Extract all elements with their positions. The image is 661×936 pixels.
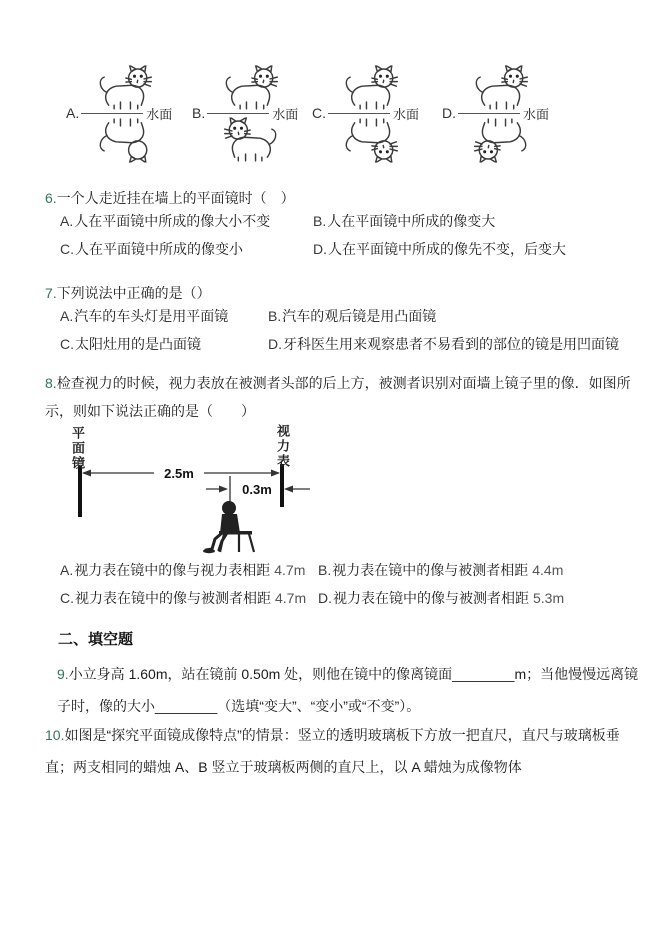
option-text: 人在平面镜中所成的像变大 bbox=[327, 213, 496, 229]
answer-figure-d bbox=[442, 62, 566, 166]
question-number: 7. bbox=[45, 285, 57, 301]
cat-reflection-icon bbox=[472, 114, 530, 166]
option-text: 人在平面镜中所成的像大小不变 bbox=[74, 213, 271, 229]
option-letter: C. bbox=[312, 105, 326, 121]
option-value: 5.3m bbox=[533, 590, 565, 606]
option-letter: D. bbox=[268, 336, 282, 352]
q7-option-a bbox=[60, 307, 268, 325]
water-surface bbox=[312, 105, 436, 121]
option-text: 视力表在镜中的像与被测者相距 bbox=[75, 590, 271, 606]
question-6-options bbox=[60, 212, 566, 258]
option-letter: C. bbox=[60, 590, 74, 606]
q6-option-a bbox=[60, 212, 313, 230]
distance-small-label: 0.3m bbox=[242, 482, 272, 497]
question-text: 小立身高 1.60m，站在镜前 0.50m 处，则他在镜中的像离镜面________m；当他慢慢远离镜子时，像的大小________（选填“变大”、“变小”或“不变”）。 bbox=[57, 666, 639, 714]
option-letter: D. bbox=[442, 105, 456, 121]
q7-option-c bbox=[60, 335, 268, 353]
question-9 bbox=[57, 658, 645, 722]
option-letter: B. bbox=[192, 105, 206, 121]
plane-mirror-label: 平面镜 bbox=[70, 426, 85, 471]
option-text: 汽车的观后镜是用凸面镜 bbox=[282, 308, 437, 324]
option-value: 4.7m bbox=[274, 562, 306, 578]
option-text: 汽车的车头灯是用平面镜 bbox=[74, 308, 229, 324]
option-letter: D. bbox=[313, 241, 327, 257]
q8-option-d bbox=[318, 589, 564, 607]
option-value: 4.7m bbox=[275, 590, 307, 606]
water-surface bbox=[192, 105, 316, 121]
arrowhead-left-icon bbox=[284, 486, 293, 493]
water-line bbox=[458, 113, 520, 114]
option-letter: C. bbox=[60, 241, 74, 257]
q7-option-d bbox=[268, 335, 619, 353]
section-title: 二、填空题 bbox=[58, 631, 134, 648]
option-letter: B. bbox=[313, 213, 327, 229]
q8-option-a bbox=[60, 561, 318, 579]
option-letter: B. bbox=[268, 308, 282, 324]
option-value: 4.4m bbox=[532, 562, 564, 578]
q6-option-c bbox=[60, 240, 313, 258]
q8-option-b bbox=[318, 561, 564, 579]
question-number: 8. bbox=[45, 375, 57, 391]
water-line bbox=[81, 113, 143, 114]
option-text: 视力表在镜中的像与被测者相距 bbox=[333, 590, 529, 606]
question-text: 检查视力的时候，视力表放在被测者头部的后上方，被测者识别对面墙上镜子里的像．如图所示，则如下说法正确的是（ ） bbox=[45, 375, 631, 419]
option-letter: B. bbox=[318, 562, 332, 578]
question-number: 10. bbox=[45, 727, 65, 743]
question-7-options bbox=[60, 307, 619, 353]
question-text: 下列说法中正确的是（） bbox=[56, 285, 211, 301]
question-text: 如图是“探究平面镜成像特点”的情景：竖立的透明玻璃板下方放一把直尺，直尺与玻璃板垂直；两支相同的蜡烛 A、B 竖立于玻璃板两侧的直尺上，以 A 蜡烛为成像物体 bbox=[45, 727, 620, 775]
answer-figure-b bbox=[192, 62, 316, 166]
arrowhead-right-icon bbox=[271, 470, 280, 477]
option-text: 视力表在镜中的像与被测者相距 bbox=[332, 562, 529, 578]
stool-seat bbox=[219, 531, 252, 535]
water-surface bbox=[66, 105, 190, 121]
option-letter: A. bbox=[60, 213, 74, 229]
question-6-stem bbox=[45, 184, 295, 212]
distance-main-label: 2.5m bbox=[164, 466, 194, 481]
q6-option-b bbox=[313, 212, 566, 230]
option-letter: A. bbox=[60, 308, 74, 324]
question-text: 一个人走近挂在墙上的平面镜时（ ） bbox=[56, 190, 295, 206]
water-line bbox=[207, 113, 269, 114]
water-surface-label: 水面 bbox=[146, 106, 173, 122]
answer-figure-a bbox=[66, 62, 190, 166]
water-surface-label: 水面 bbox=[272, 106, 299, 122]
q7-option-b bbox=[268, 307, 619, 325]
diagram-drawing bbox=[56, 420, 356, 565]
eye-chart-mirror-diagram bbox=[56, 420, 356, 565]
seated-person bbox=[203, 501, 254, 553]
option-text: 牙科医生用来观察患者不易看到的部位的镜是用凹面镜 bbox=[283, 336, 619, 352]
question-10 bbox=[45, 719, 645, 783]
water-line bbox=[328, 113, 390, 114]
eye-chart-label: 视力表 bbox=[275, 424, 290, 469]
option-text: 人在平面镜中所成的像先不变，后变大 bbox=[328, 241, 566, 257]
option-letter: A. bbox=[66, 105, 80, 121]
arrowhead-right-icon bbox=[219, 486, 228, 493]
option-letter: A. bbox=[60, 562, 74, 578]
q6-option-d bbox=[313, 240, 566, 258]
water-surface-label: 水面 bbox=[523, 106, 550, 122]
question-8-options bbox=[60, 561, 564, 607]
question-8-stem bbox=[45, 369, 645, 425]
answer-figure-c bbox=[312, 62, 436, 166]
option-letter: C. bbox=[60, 336, 74, 352]
question-number: 9. bbox=[57, 666, 69, 682]
option-text: 视力表在镜中的像与视力表相距 bbox=[74, 562, 271, 578]
q8-option-c bbox=[60, 589, 318, 607]
option-text: 太阳灶用的是凸面镜 bbox=[75, 336, 201, 352]
water-surface-label: 水面 bbox=[393, 106, 420, 122]
water-surface bbox=[442, 105, 566, 121]
option-text: 人在平面镜中所成的像变小 bbox=[75, 241, 243, 257]
question-7-stem bbox=[45, 279, 211, 307]
cat-reflection-icon bbox=[342, 114, 400, 166]
question-number: 6. bbox=[45, 190, 57, 206]
option-letter: D. bbox=[318, 590, 332, 606]
